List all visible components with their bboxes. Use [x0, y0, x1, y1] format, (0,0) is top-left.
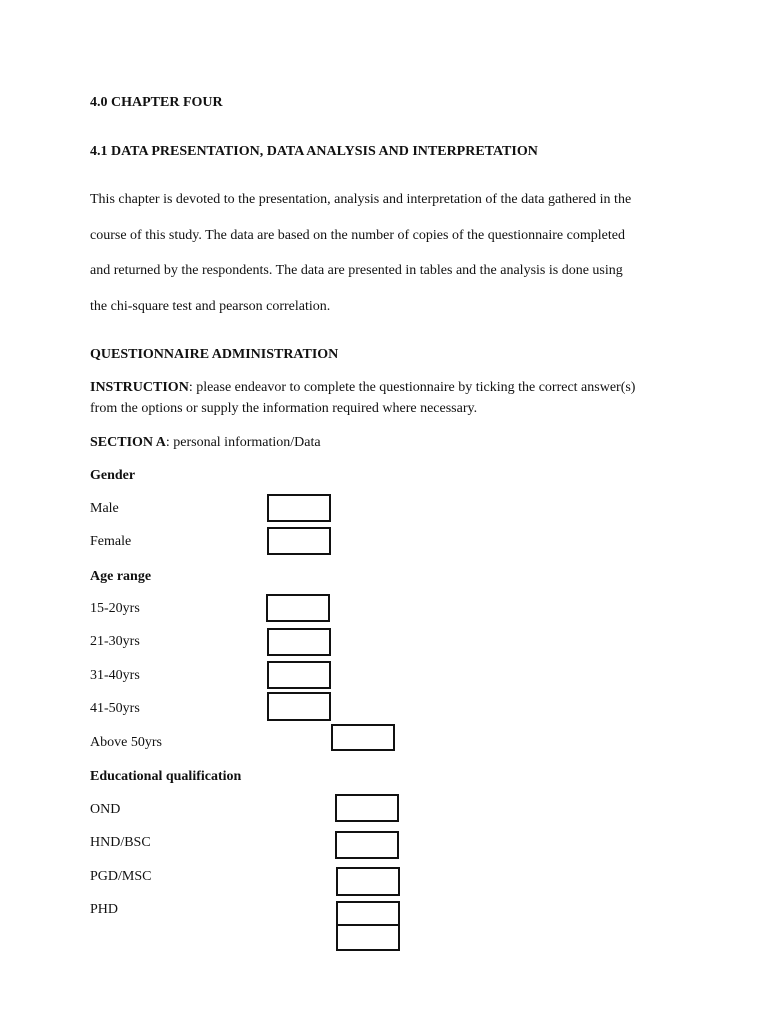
section-a-label: SECTION A: [90, 435, 166, 450]
age-range-heading: Age range: [90, 569, 152, 584]
section-heading: 4.1 DATA PRESENTATION, DATA ANALYSIS AND INTERPRETATION: [90, 144, 538, 159]
age-option-label: Above 50yrs: [90, 735, 162, 750]
education-pgd-msc-checkbox[interactable]: [336, 867, 400, 896]
gender-heading: Gender: [90, 468, 136, 483]
age-option-label: 31-40yrs: [90, 668, 140, 683]
age-option-label: 15-20yrs: [90, 601, 140, 616]
chapter-heading: 4.0 CHAPTER FOUR: [90, 95, 223, 110]
section-a-line: [90, 435, 321, 451]
age-option-label: 41-50yrs: [90, 701, 140, 716]
gender-option-label: Female: [90, 534, 132, 549]
intro-line: the chi-square test and pearson correlation.: [90, 299, 331, 314]
intro-line: and returned by the respondents. The data are presented in tables and the analysis is done using: [90, 263, 623, 278]
intro-line: This chapter is devoted to the presentation, analysis and interpretation of the data gathered in the: [90, 192, 632, 207]
gender-male-checkbox[interactable]: [267, 494, 331, 522]
age-above-50-checkbox[interactable]: [331, 724, 395, 751]
gender-option-label: Male: [90, 501, 119, 516]
education-heading: Educational qualification: [90, 769, 242, 784]
education-option-label: HND/BSC: [90, 835, 151, 850]
age-15-20-checkbox[interactable]: [266, 594, 330, 622]
age-21-30-checkbox[interactable]: [267, 628, 331, 656]
age-option-label: 21-30yrs: [90, 634, 140, 649]
instruction-line-2: from the options or supply the information required where necessary.: [90, 401, 478, 416]
education-option-label: PGD/MSC: [90, 869, 152, 884]
education-option-label: PHD: [90, 902, 119, 917]
education-hnd-bsc-checkbox[interactable]: [335, 831, 399, 859]
instruction-text: : please endeavor to complete the questionnaire by ticking the correct answer(s): [188, 380, 636, 395]
gender-female-checkbox[interactable]: [267, 527, 331, 555]
education-extra-checkbox[interactable]: [336, 924, 400, 951]
age-31-40-checkbox[interactable]: [267, 661, 331, 689]
questionnaire-heading: QUESTIONNAIRE ADMINISTRATION: [90, 347, 339, 362]
age-41-50-checkbox[interactable]: [267, 692, 331, 721]
education-option-label: OND: [90, 802, 121, 817]
education-ond-checkbox[interactable]: [335, 794, 399, 822]
intro-line: course of this study. The data are based on the number of copies of the questionnaire completed: [90, 228, 625, 243]
instruction-line-1: [90, 380, 635, 396]
education-phd-checkbox[interactable]: [336, 901, 400, 926]
instruction-label: INSTRUCTION: [90, 380, 189, 395]
section-a-text: : personal information/Data: [165, 435, 321, 450]
